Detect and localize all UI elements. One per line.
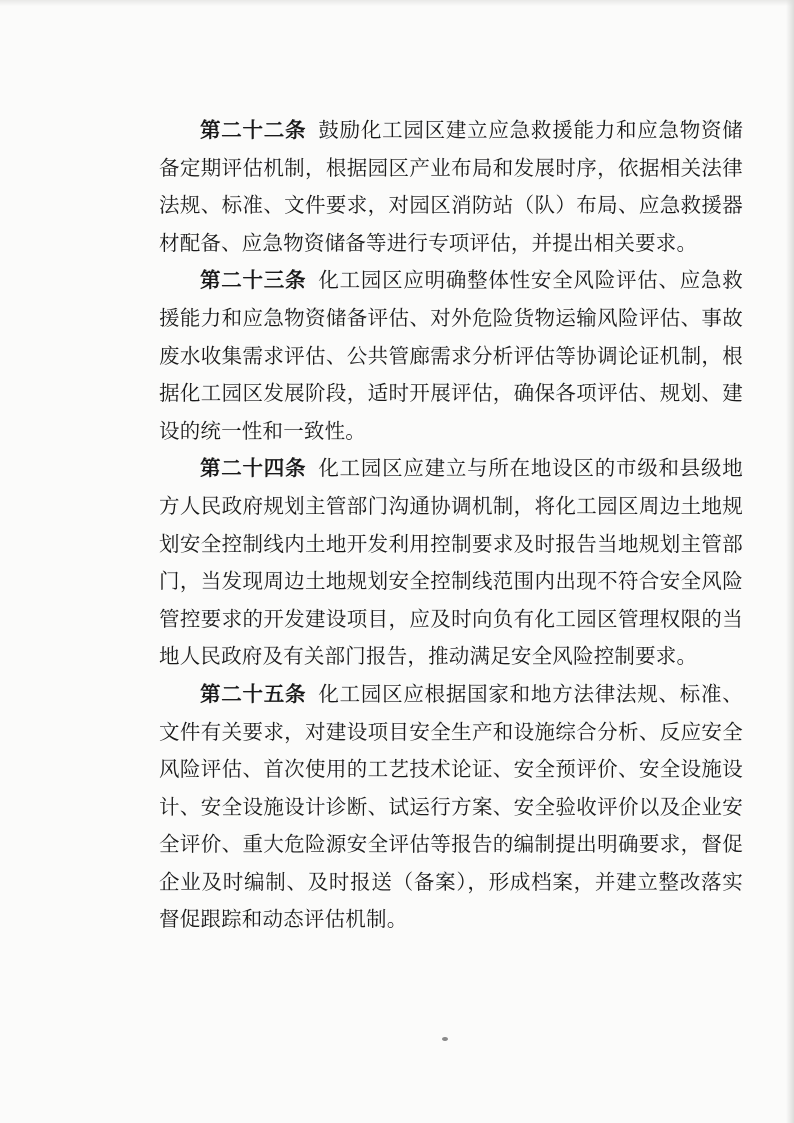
article-text: 鼓励化工园区建立应急救援能力和应急物资储备定期评估机制，根据园区产业布局和发展时序，依据相关法律法规、标准、文件要求，对园区消防站（队）布局、应急救援器材配备、应急物资储备等进行专项评估，并提出相关要求。 <box>159 118 743 255</box>
article-22 <box>159 112 743 262</box>
article-text: 化工园区应建立与所在地设区的市级和县级地方人民政府规划主管部门沟通协调机制，将化工园区周边土地规划安全控制线内土地开发利用控制要求及时报告当地规划主管部门，当发现周边土地规划安全控制线范围内出现不符合安全风险管控要求的开发建设项目，应及时向负有化工园区管理权限的当地人民政府及有关部门报告，推动满足安全风险控制要求。 <box>159 456 743 669</box>
scan-edge-top <box>0 0 794 6</box>
page-mark-dot <box>442 1037 448 1041</box>
article-25 <box>159 676 743 939</box>
article-heading: 第二十五条 <box>200 681 307 706</box>
scan-edge-right <box>786 0 794 1123</box>
article-text: 化工园区应根据国家和地方法律法规、标准、文件有关要求，对建设项目安全生产和设施综合分析、反应安全风险评估、首次使用的工艺技术论证、安全预评价、安全设施设计、安全设施设计诊断、试运行方案、安全验收评价以及企业安全评价、重大危险源安全评估等报告的编制提出明确要求，督促企业及时编制、及时报送（备案），形成档案，并建立整改落实督促跟踪和动态评估机制。 <box>159 681 743 932</box>
article-heading: 第二十二条 <box>200 118 307 142</box>
article-24 <box>159 450 743 676</box>
article-heading: 第二十三条 <box>200 268 307 293</box>
document-body <box>159 112 743 939</box>
article-heading: 第二十四条 <box>200 456 307 481</box>
article-23 <box>159 262 743 450</box>
article-text: 化工园区应明确整体性安全风险评估、应急救援能力和应急物资储备评估、对外危险货物运输风险评估、事故废水收集需求评估、公共管廊需求分析评估等协调论证机制，根据化工园区发展阶段，适时开展评估，确保各项评估、规划、建设的统一性和一致性。 <box>159 268 743 443</box>
